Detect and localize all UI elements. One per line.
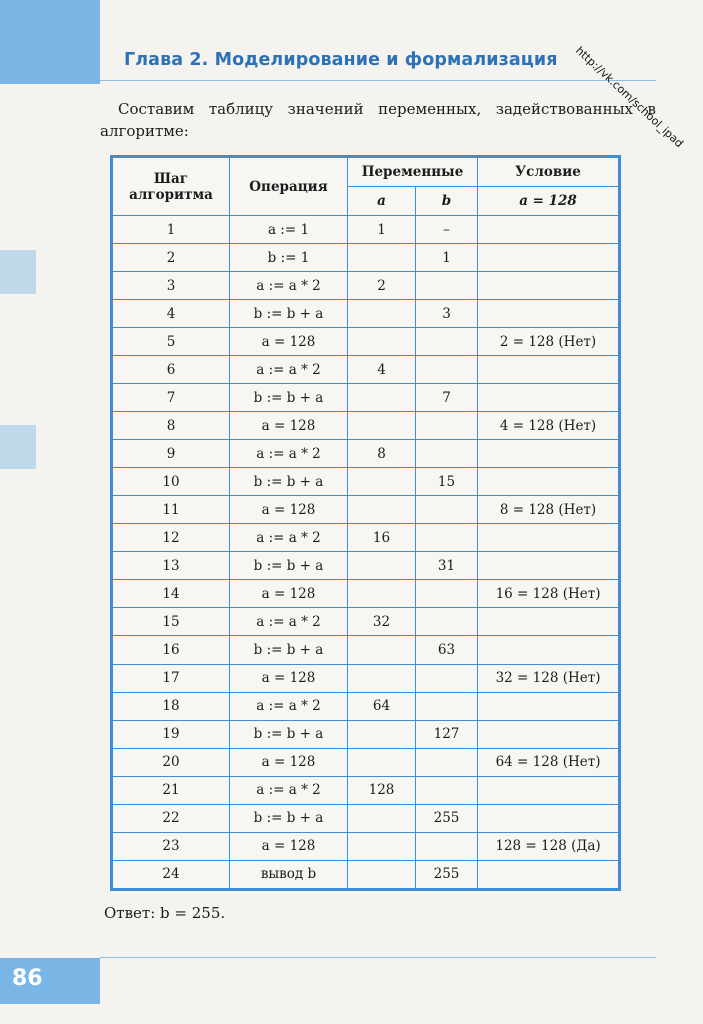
cell-step: 18 xyxy=(112,692,230,720)
cell-step: 7 xyxy=(112,384,230,412)
cell-var-b xyxy=(416,832,478,860)
cell-condition: 4 = 128 (Нет) xyxy=(478,412,620,440)
cell-var-a xyxy=(348,748,416,776)
cell-var-b: 3 xyxy=(416,300,478,328)
top-left-color-strip xyxy=(0,0,100,84)
cell-condition: 16 = 128 (Нет) xyxy=(478,580,620,608)
cell-step: 9 xyxy=(112,440,230,468)
cell-step: 23 xyxy=(112,832,230,860)
cell-step: 14 xyxy=(112,580,230,608)
cell-operation: b := b + a xyxy=(230,804,348,832)
cell-operation: b := 1 xyxy=(230,244,348,272)
header-operation: Операция xyxy=(230,157,348,216)
table-row xyxy=(112,860,620,889)
table-row xyxy=(112,692,620,720)
cell-step: 21 xyxy=(112,776,230,804)
cell-operation: a := a * 2 xyxy=(230,776,348,804)
cell-operation: a = 128 xyxy=(230,328,348,356)
answer-line: Ответ: b = 255. xyxy=(104,904,226,922)
cell-var-a xyxy=(348,412,416,440)
cell-var-b: 31 xyxy=(416,552,478,580)
cell-var-b xyxy=(416,692,478,720)
cell-var-a xyxy=(348,664,416,692)
side-tab-decoration xyxy=(0,250,36,294)
cell-var-b xyxy=(416,776,478,804)
cell-var-a xyxy=(348,860,416,889)
cell-var-a xyxy=(348,552,416,580)
cell-condition xyxy=(478,804,620,832)
cell-var-a xyxy=(348,468,416,496)
table-row xyxy=(112,300,620,328)
table-row xyxy=(112,608,620,636)
header-divider xyxy=(100,80,656,81)
table-row xyxy=(112,440,620,468)
cell-var-b xyxy=(416,608,478,636)
cell-var-b: 63 xyxy=(416,636,478,664)
cell-var-b: 7 xyxy=(416,384,478,412)
table-row xyxy=(112,384,620,412)
side-tab-decoration xyxy=(0,425,36,469)
table-row xyxy=(112,832,620,860)
cell-condition xyxy=(478,720,620,748)
cell-operation: a = 128 xyxy=(230,496,348,524)
cell-var-b xyxy=(416,412,478,440)
cell-var-a: 4 xyxy=(348,356,416,384)
table-row xyxy=(112,720,620,748)
cell-condition xyxy=(478,636,620,664)
cell-var-b: 127 xyxy=(416,720,478,748)
cell-var-b: 255 xyxy=(416,860,478,889)
cell-condition xyxy=(478,860,620,889)
intro-paragraph: Составим таблицу значений переменных, задействованных в алгоритме: xyxy=(100,100,656,140)
cell-operation: a := 1 xyxy=(230,216,348,244)
cell-operation: a = 128 xyxy=(230,412,348,440)
cell-condition xyxy=(478,272,620,300)
cell-step: 2 xyxy=(112,244,230,272)
header-condition: Условие xyxy=(478,157,620,187)
header-var-a: a xyxy=(348,187,416,216)
cell-var-a xyxy=(348,384,416,412)
cell-var-b: 255 xyxy=(416,804,478,832)
cell-condition xyxy=(478,216,620,244)
cell-step: 13 xyxy=(112,552,230,580)
cell-condition xyxy=(478,440,620,468)
cell-var-a xyxy=(348,636,416,664)
cell-var-a xyxy=(348,244,416,272)
cell-operation: a := a * 2 xyxy=(230,440,348,468)
table-row xyxy=(112,748,620,776)
header-variables: Переменные xyxy=(348,157,478,187)
header-condition-expr: a = 128 xyxy=(478,187,620,216)
cell-var-b xyxy=(416,524,478,552)
cell-operation: a := a * 2 xyxy=(230,356,348,384)
cell-var-b: 15 xyxy=(416,468,478,496)
table-row xyxy=(112,356,620,384)
cell-step: 11 xyxy=(112,496,230,524)
table-row xyxy=(112,244,620,272)
cell-var-a: 16 xyxy=(348,524,416,552)
table-row xyxy=(112,328,620,356)
cell-step: 8 xyxy=(112,412,230,440)
cell-operation: a := a * 2 xyxy=(230,692,348,720)
table-row xyxy=(112,580,620,608)
cell-var-b: 1 xyxy=(416,244,478,272)
cell-operation: вывод b xyxy=(230,860,348,889)
cell-var-b xyxy=(416,328,478,356)
cell-operation: a = 128 xyxy=(230,664,348,692)
table-row xyxy=(112,552,620,580)
cell-var-b xyxy=(416,440,478,468)
cell-var-a: 64 xyxy=(348,692,416,720)
cell-var-b xyxy=(416,496,478,524)
table-row xyxy=(112,664,620,692)
page-number-box xyxy=(0,958,100,1004)
cell-var-a xyxy=(348,300,416,328)
cell-var-a xyxy=(348,720,416,748)
cell-step: 10 xyxy=(112,468,230,496)
cell-condition xyxy=(478,244,620,272)
cell-var-b xyxy=(416,748,478,776)
cell-operation: b := b + a xyxy=(230,720,348,748)
cell-var-b xyxy=(416,356,478,384)
page-number: 86 xyxy=(12,966,43,991)
cell-operation: a = 128 xyxy=(230,580,348,608)
table-row xyxy=(112,524,620,552)
cell-operation: b := b + a xyxy=(230,468,348,496)
table-row xyxy=(112,496,620,524)
cell-var-a xyxy=(348,496,416,524)
cell-var-a: 32 xyxy=(348,608,416,636)
cell-operation: b := b + a xyxy=(230,300,348,328)
cell-operation: b := b + a xyxy=(230,552,348,580)
cell-operation: b := b + a xyxy=(230,636,348,664)
cell-condition xyxy=(478,356,620,384)
cell-operation: a = 128 xyxy=(230,832,348,860)
cell-var-b xyxy=(416,272,478,300)
cell-step: 15 xyxy=(112,608,230,636)
cell-var-a xyxy=(348,804,416,832)
cell-var-b: – xyxy=(416,216,478,244)
cell-step: 12 xyxy=(112,524,230,552)
cell-var-a xyxy=(348,832,416,860)
cell-condition: 64 = 128 (Нет) xyxy=(478,748,620,776)
cell-operation: a := a * 2 xyxy=(230,272,348,300)
cell-var-a: 8 xyxy=(348,440,416,468)
header-var-b: b xyxy=(416,187,478,216)
cell-step: 3 xyxy=(112,272,230,300)
cell-step: 17 xyxy=(112,664,230,692)
cell-var-a: 2 xyxy=(348,272,416,300)
cell-var-a: 1 xyxy=(348,216,416,244)
cell-var-b xyxy=(416,580,478,608)
cell-condition xyxy=(478,300,620,328)
cell-condition xyxy=(478,692,620,720)
chapter-title: Глава 2. Моделирование и формализация xyxy=(124,50,558,70)
cell-condition xyxy=(478,552,620,580)
cell-step: 5 xyxy=(112,328,230,356)
table-row xyxy=(112,776,620,804)
cell-condition xyxy=(478,524,620,552)
header-step: Шаг алгоритма xyxy=(112,157,230,216)
cell-var-a xyxy=(348,580,416,608)
cell-condition: 32 = 128 (Нет) xyxy=(478,664,620,692)
variables-table xyxy=(110,155,621,891)
footer-divider xyxy=(100,957,656,958)
cell-step: 4 xyxy=(112,300,230,328)
cell-condition xyxy=(478,384,620,412)
table-row xyxy=(112,412,620,440)
cell-condition: 128 = 128 (Да) xyxy=(478,832,620,860)
watermark-link[interactable]: http://vk.com/school_ipad xyxy=(573,44,686,151)
cell-condition xyxy=(478,608,620,636)
cell-step: 20 xyxy=(112,748,230,776)
table-row xyxy=(112,216,620,244)
cell-operation: a := a * 2 xyxy=(230,608,348,636)
cell-step: 6 xyxy=(112,356,230,384)
table-row xyxy=(112,636,620,664)
cell-var-a: 128 xyxy=(348,776,416,804)
cell-step: 1 xyxy=(112,216,230,244)
cell-var-b xyxy=(416,664,478,692)
cell-step: 22 xyxy=(112,804,230,832)
table-row xyxy=(112,468,620,496)
table-row xyxy=(112,272,620,300)
cell-var-a xyxy=(348,328,416,356)
cell-step: 24 xyxy=(112,860,230,889)
cell-condition: 8 = 128 (Нет) xyxy=(478,496,620,524)
cell-condition xyxy=(478,776,620,804)
cell-operation: a := a * 2 xyxy=(230,524,348,552)
cell-operation: a = 128 xyxy=(230,748,348,776)
cell-step: 19 xyxy=(112,720,230,748)
cell-step: 16 xyxy=(112,636,230,664)
cell-operation: b := b + a xyxy=(230,384,348,412)
cell-condition: 2 = 128 (Нет) xyxy=(478,328,620,356)
cell-condition xyxy=(478,468,620,496)
table-row xyxy=(112,804,620,832)
